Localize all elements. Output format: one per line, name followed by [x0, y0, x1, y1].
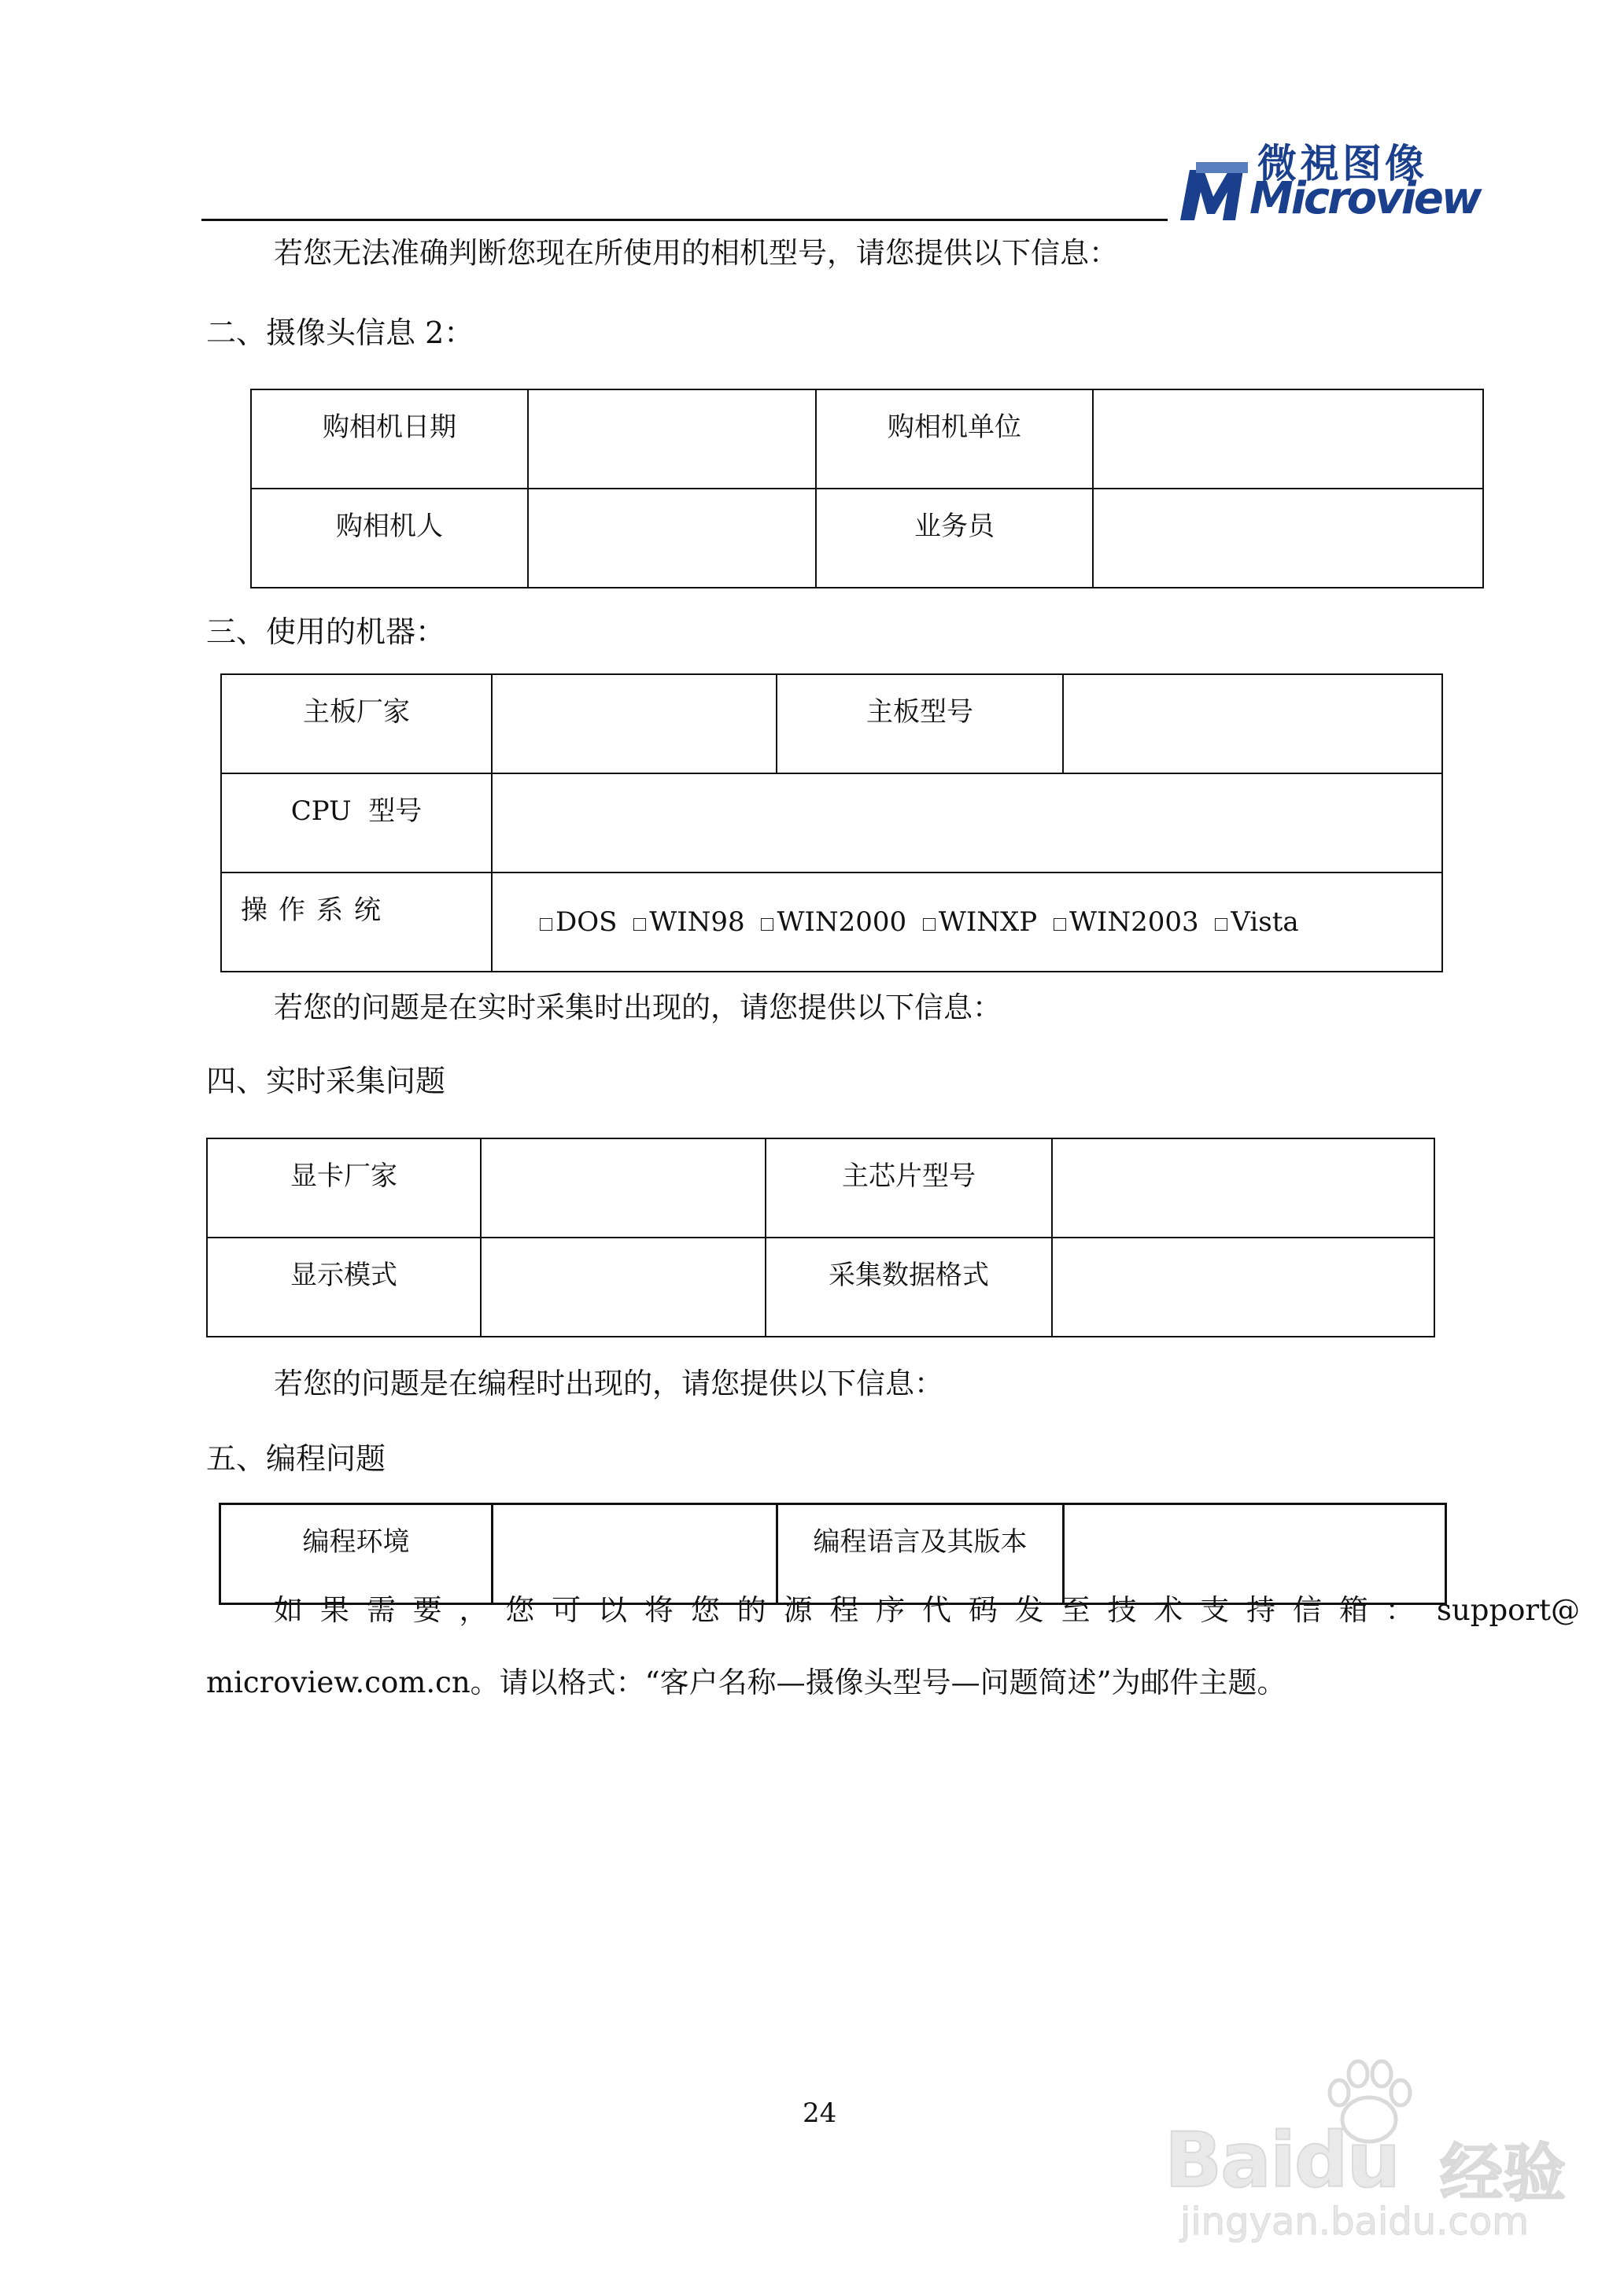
os-option-win2003[interactable]: WIN2003: [1054, 906, 1199, 938]
os-option-win98[interactable]: WIN98: [633, 906, 744, 938]
checkbox-icon[interactable]: [761, 918, 773, 931]
intro-camera-model: 若您无法准确判断您现在所使用的相机型号，请您提供以下信息：: [274, 236, 1118, 270]
cpu-model-field[interactable]: [492, 773, 1442, 872]
note-char: ，: [459, 1593, 489, 1627]
machine-info-table: [220, 673, 1443, 972]
watermark-product: 经验: [1440, 2137, 1566, 2210]
note-char: 源: [783, 1593, 813, 1627]
os-option-win2000[interactable]: WIN2000: [761, 906, 906, 938]
note-char: 支: [1200, 1593, 1230, 1627]
table-row: [207, 1238, 1434, 1337]
mainboard-model-field[interactable]: [1063, 674, 1442, 773]
purchase-unit-label: 购相机单位: [816, 389, 1093, 489]
capture-format-label: 采集数据格式: [766, 1238, 1052, 1337]
note-char: 序: [876, 1593, 906, 1627]
note-char: 程: [829, 1593, 859, 1627]
watermark-brand: Baidu: [1164, 2116, 1399, 2204]
os-option-vista[interactable]: Vista: [1215, 906, 1298, 938]
prog-lang-label: 编程语言及其版本: [777, 1504, 1064, 1604]
note-char: 技: [1107, 1593, 1137, 1627]
os-options: [492, 872, 1442, 972]
note-char: 将: [644, 1593, 674, 1627]
note-char: 如: [274, 1593, 303, 1627]
logo-english-text: Microview: [1249, 173, 1480, 224]
note-char: 持: [1246, 1593, 1276, 1627]
table-row: [251, 489, 1483, 588]
graphics-vendor-label: 显卡厂家: [207, 1138, 481, 1238]
os-option-winxp[interactable]: WINXP: [923, 906, 1037, 938]
os-option-dos[interactable]: DOS: [540, 906, 617, 938]
purchase-date-field[interactable]: [528, 389, 816, 489]
os-label: 操作系统: [221, 872, 492, 972]
display-mode-label: 显示模式: [207, 1238, 481, 1337]
table-row: [220, 1504, 1446, 1604]
note-char: 箱: [1338, 1593, 1368, 1627]
section2-title: 二、摄像头信息 2：: [206, 315, 474, 350]
checkbox-icon[interactable]: [633, 918, 646, 931]
capture-info-table: [206, 1138, 1435, 1337]
purchaser-field[interactable]: [528, 489, 816, 588]
note-char: 代: [922, 1593, 952, 1627]
table-row: [221, 872, 1442, 972]
camera-info-table: [250, 389, 1484, 588]
checkbox-icon[interactable]: [540, 918, 552, 931]
note-char: 信: [1292, 1593, 1322, 1627]
note-char: 的: [736, 1593, 766, 1627]
logo-chinese-text: 微視图像: [1257, 140, 1427, 186]
table-row: [221, 674, 1442, 773]
display-mode-field[interactable]: [481, 1238, 766, 1337]
watermark-url: jingyan.baidu.com: [1180, 2200, 1529, 2244]
note-char: 可: [552, 1593, 581, 1627]
mainboard-vendor-label: 主板厂家: [221, 674, 492, 773]
checkbox-icon[interactable]: [1054, 918, 1066, 931]
salesperson-field[interactable]: [1093, 489, 1483, 588]
note-char: 要: [412, 1593, 442, 1627]
company-logo: [1180, 132, 1480, 224]
note-char: 码: [968, 1593, 998, 1627]
page-number: 24: [803, 2097, 837, 2129]
checkbox-icon[interactable]: [923, 918, 936, 931]
table-row: [251, 389, 1483, 489]
checkbox-icon[interactable]: [1215, 918, 1227, 931]
intro-programming: 若您的问题是在编程时出现的，请您提供以下信息：: [274, 1367, 943, 1400]
prog-lang-field[interactable]: [1064, 1504, 1446, 1604]
note-char: 需: [366, 1593, 396, 1627]
note-char: 术: [1153, 1593, 1183, 1627]
salesperson-label: 业务员: [816, 489, 1093, 588]
baidu-watermark: [1149, 2058, 1566, 2244]
purchase-unit-field[interactable]: [1093, 389, 1483, 489]
note-char: 您: [690, 1593, 720, 1627]
note-char: 您: [505, 1593, 535, 1627]
support-email-part1[interactable]: support@: [1436, 1593, 1580, 1627]
note-char: 至: [1061, 1593, 1091, 1627]
note-line2: microview.com.cn。请以格式：“客户名称—摄像头型号—问题简述”为邮件主题。: [206, 1666, 1286, 1699]
table-row: [207, 1138, 1434, 1238]
note-char: 以: [598, 1593, 628, 1627]
note-char: 果: [319, 1593, 349, 1627]
intro-realtime: 若您的问题是在实时采集时出现的，请您提供以下信息：: [274, 991, 1002, 1024]
section5-title: 五、编程问题: [206, 1441, 386, 1476]
capture-format-field[interactable]: [1052, 1238, 1434, 1337]
purchaser-label: 购相机人: [251, 489, 528, 588]
header-rule: [201, 219, 1168, 221]
chip-model-field[interactable]: [1052, 1138, 1434, 1238]
note-line1: [274, 1593, 1580, 1627]
chip-model-label: 主芯片型号: [766, 1138, 1052, 1238]
note-char: 发: [1014, 1593, 1044, 1627]
section4-title: 四、实时采集问题: [206, 1064, 446, 1098]
purchase-date-label: 购相机日期: [251, 389, 528, 489]
table-row: [221, 773, 1442, 872]
note-char: ：: [1385, 1593, 1415, 1627]
graphics-vendor-field[interactable]: [481, 1138, 766, 1238]
prog-env-label: 编程环境: [220, 1504, 493, 1604]
prog-env-field[interactable]: [493, 1504, 777, 1604]
cpu-model-label: CPU 型号: [221, 773, 492, 872]
note-line1-text: [274, 1593, 1415, 1627]
section3-title: 三、使用的机器：: [206, 614, 446, 649]
mainboard-model-label: 主板型号: [777, 674, 1063, 773]
programming-info-table: [219, 1503, 1447, 1605]
mainboard-vendor-field[interactable]: [492, 674, 777, 773]
logo-m-icon: [1180, 162, 1253, 220]
